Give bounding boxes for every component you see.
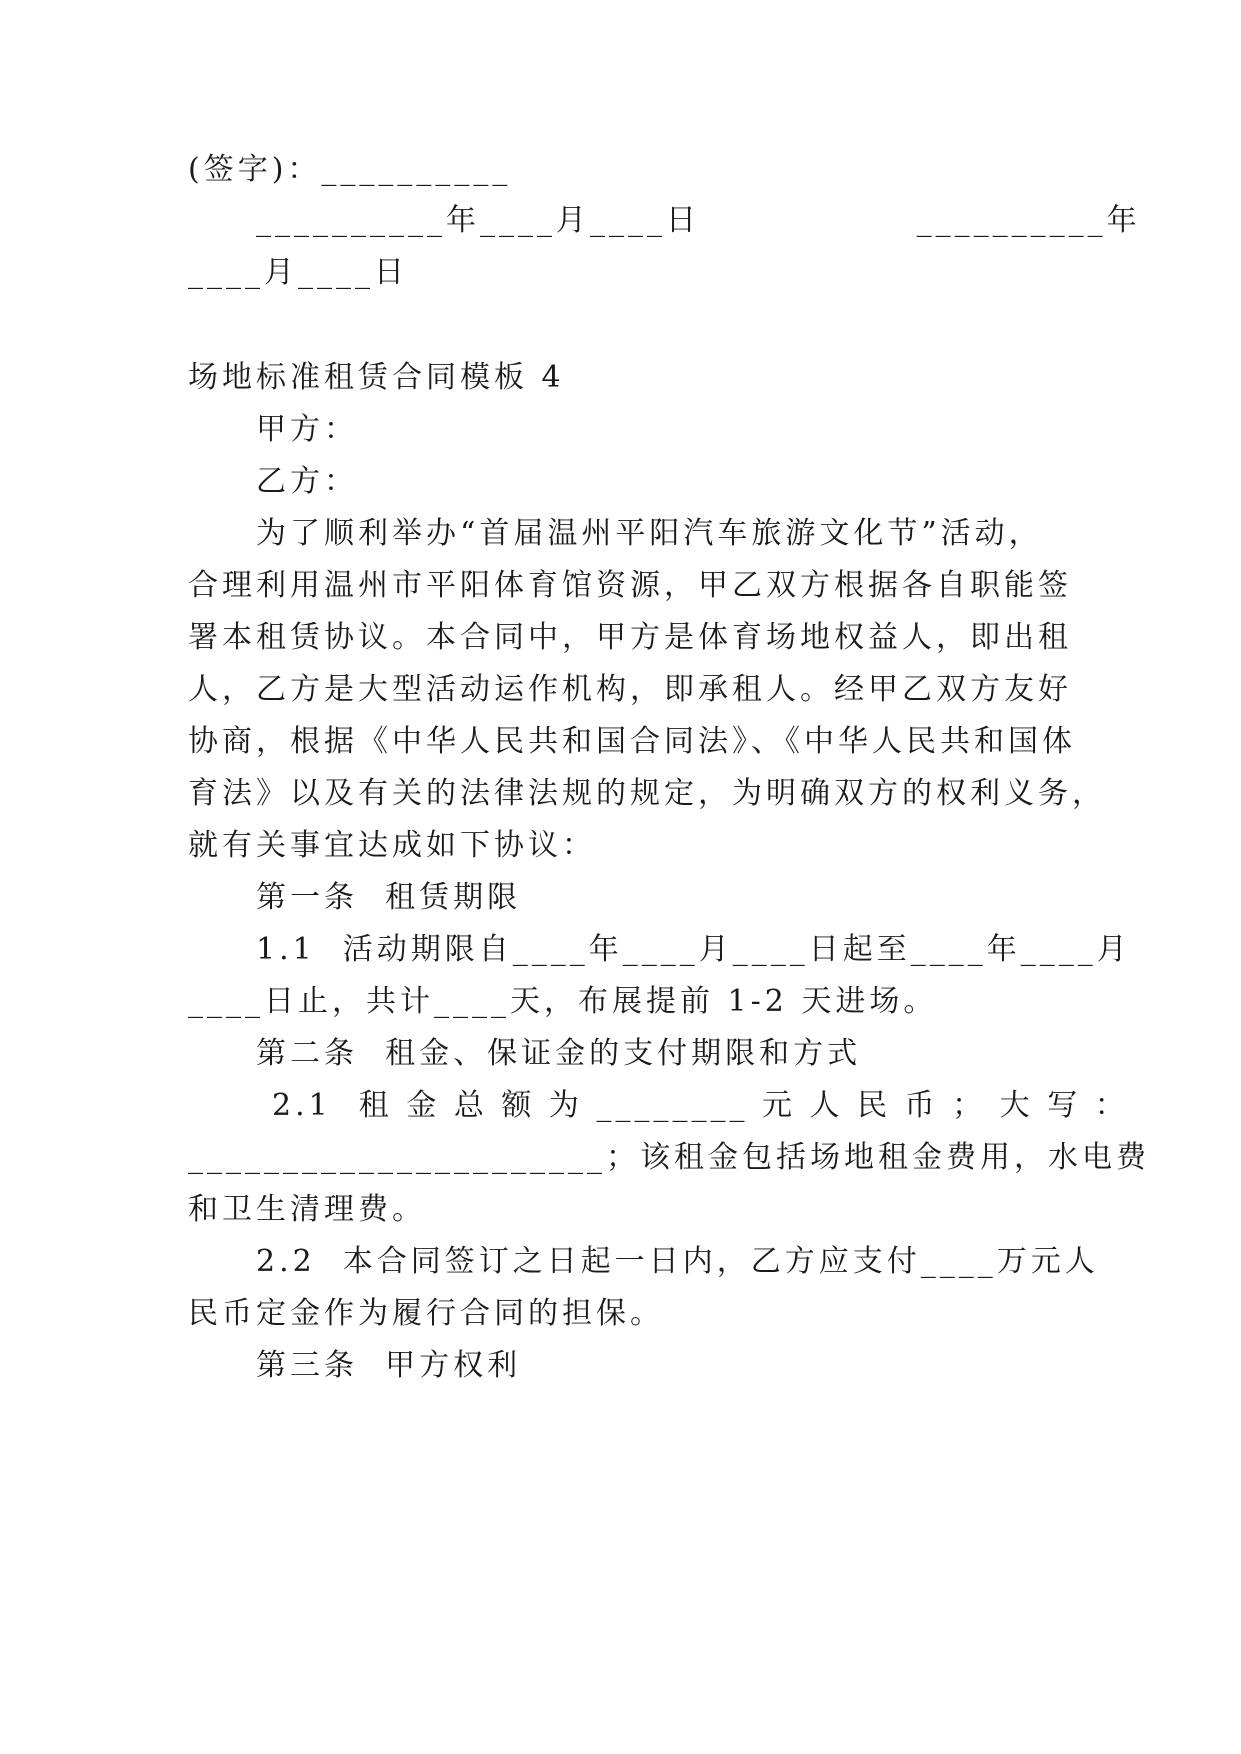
clause-2-1-line-2: ______________________；该租金包括场地租金费用，水电费 bbox=[188, 1140, 1150, 1175]
clause-2-1-line-1: 2.1 租 金 总 额 为 ________ 元 人 民 币 ； 大 写 ： bbox=[272, 1088, 1129, 1123]
intro-line-6: 育法》以及有关的法律法规的规定，为明确双方的权利义务， bbox=[188, 776, 1106, 811]
clause-1-1-line-2: ____日止，共计____天，布展提前 1-2 天进场。 bbox=[188, 984, 938, 1019]
article-3-heading: 第三条 甲方权利 bbox=[256, 1348, 522, 1383]
article-1-heading: 第一条 租赁期限 bbox=[256, 880, 522, 915]
section-title: 场地标准租赁合同模板 4 bbox=[188, 360, 565, 395]
article-2-heading: 第二条 租金、保证金的支付期限和方式 bbox=[256, 1036, 862, 1071]
date-line-1: __________年____月____日 __________年 bbox=[256, 203, 1141, 238]
intro-line-3: 署本租赁协议。本合同中，甲方是体育场地权益人，即出租 bbox=[188, 620, 1072, 655]
intro-line-4: 人，乙方是大型活动运作机构，即承租人。经甲乙双方友好 bbox=[188, 672, 1072, 707]
date-line-2: ____月____日 bbox=[188, 255, 408, 290]
intro-line-5: 协商，根据《中华人民共和国合同法》、《中华人民共和国体 bbox=[188, 724, 1076, 759]
clause-1-1-line-1: 1.1 活动期限自____年____月____日起至____年____月 bbox=[256, 932, 1131, 967]
signature-line: (签字)：__________ bbox=[188, 152, 512, 187]
intro-line-1: 为了顺利举办“首届温州平阳汽车旅游文化节”活动， bbox=[256, 516, 1043, 551]
intro-line-7: 就有关事宜达成如下协议： bbox=[188, 828, 596, 863]
party-b-label: 乙方： bbox=[256, 464, 358, 499]
intro-line-2: 合理利用温州市平阳体育馆资源，甲乙双方根据各自职能签 bbox=[188, 568, 1072, 603]
clause-2-2-line-1: 2.2 本合同签订之日起一日内，乙方应支付____万元人 bbox=[256, 1244, 1099, 1279]
clause-2-2-line-2: 民币定金作为履行合同的担保。 bbox=[188, 1296, 664, 1331]
party-a-label: 甲方： bbox=[256, 412, 358, 447]
clause-2-1-line-3: 和卫生清理费。 bbox=[188, 1192, 426, 1227]
